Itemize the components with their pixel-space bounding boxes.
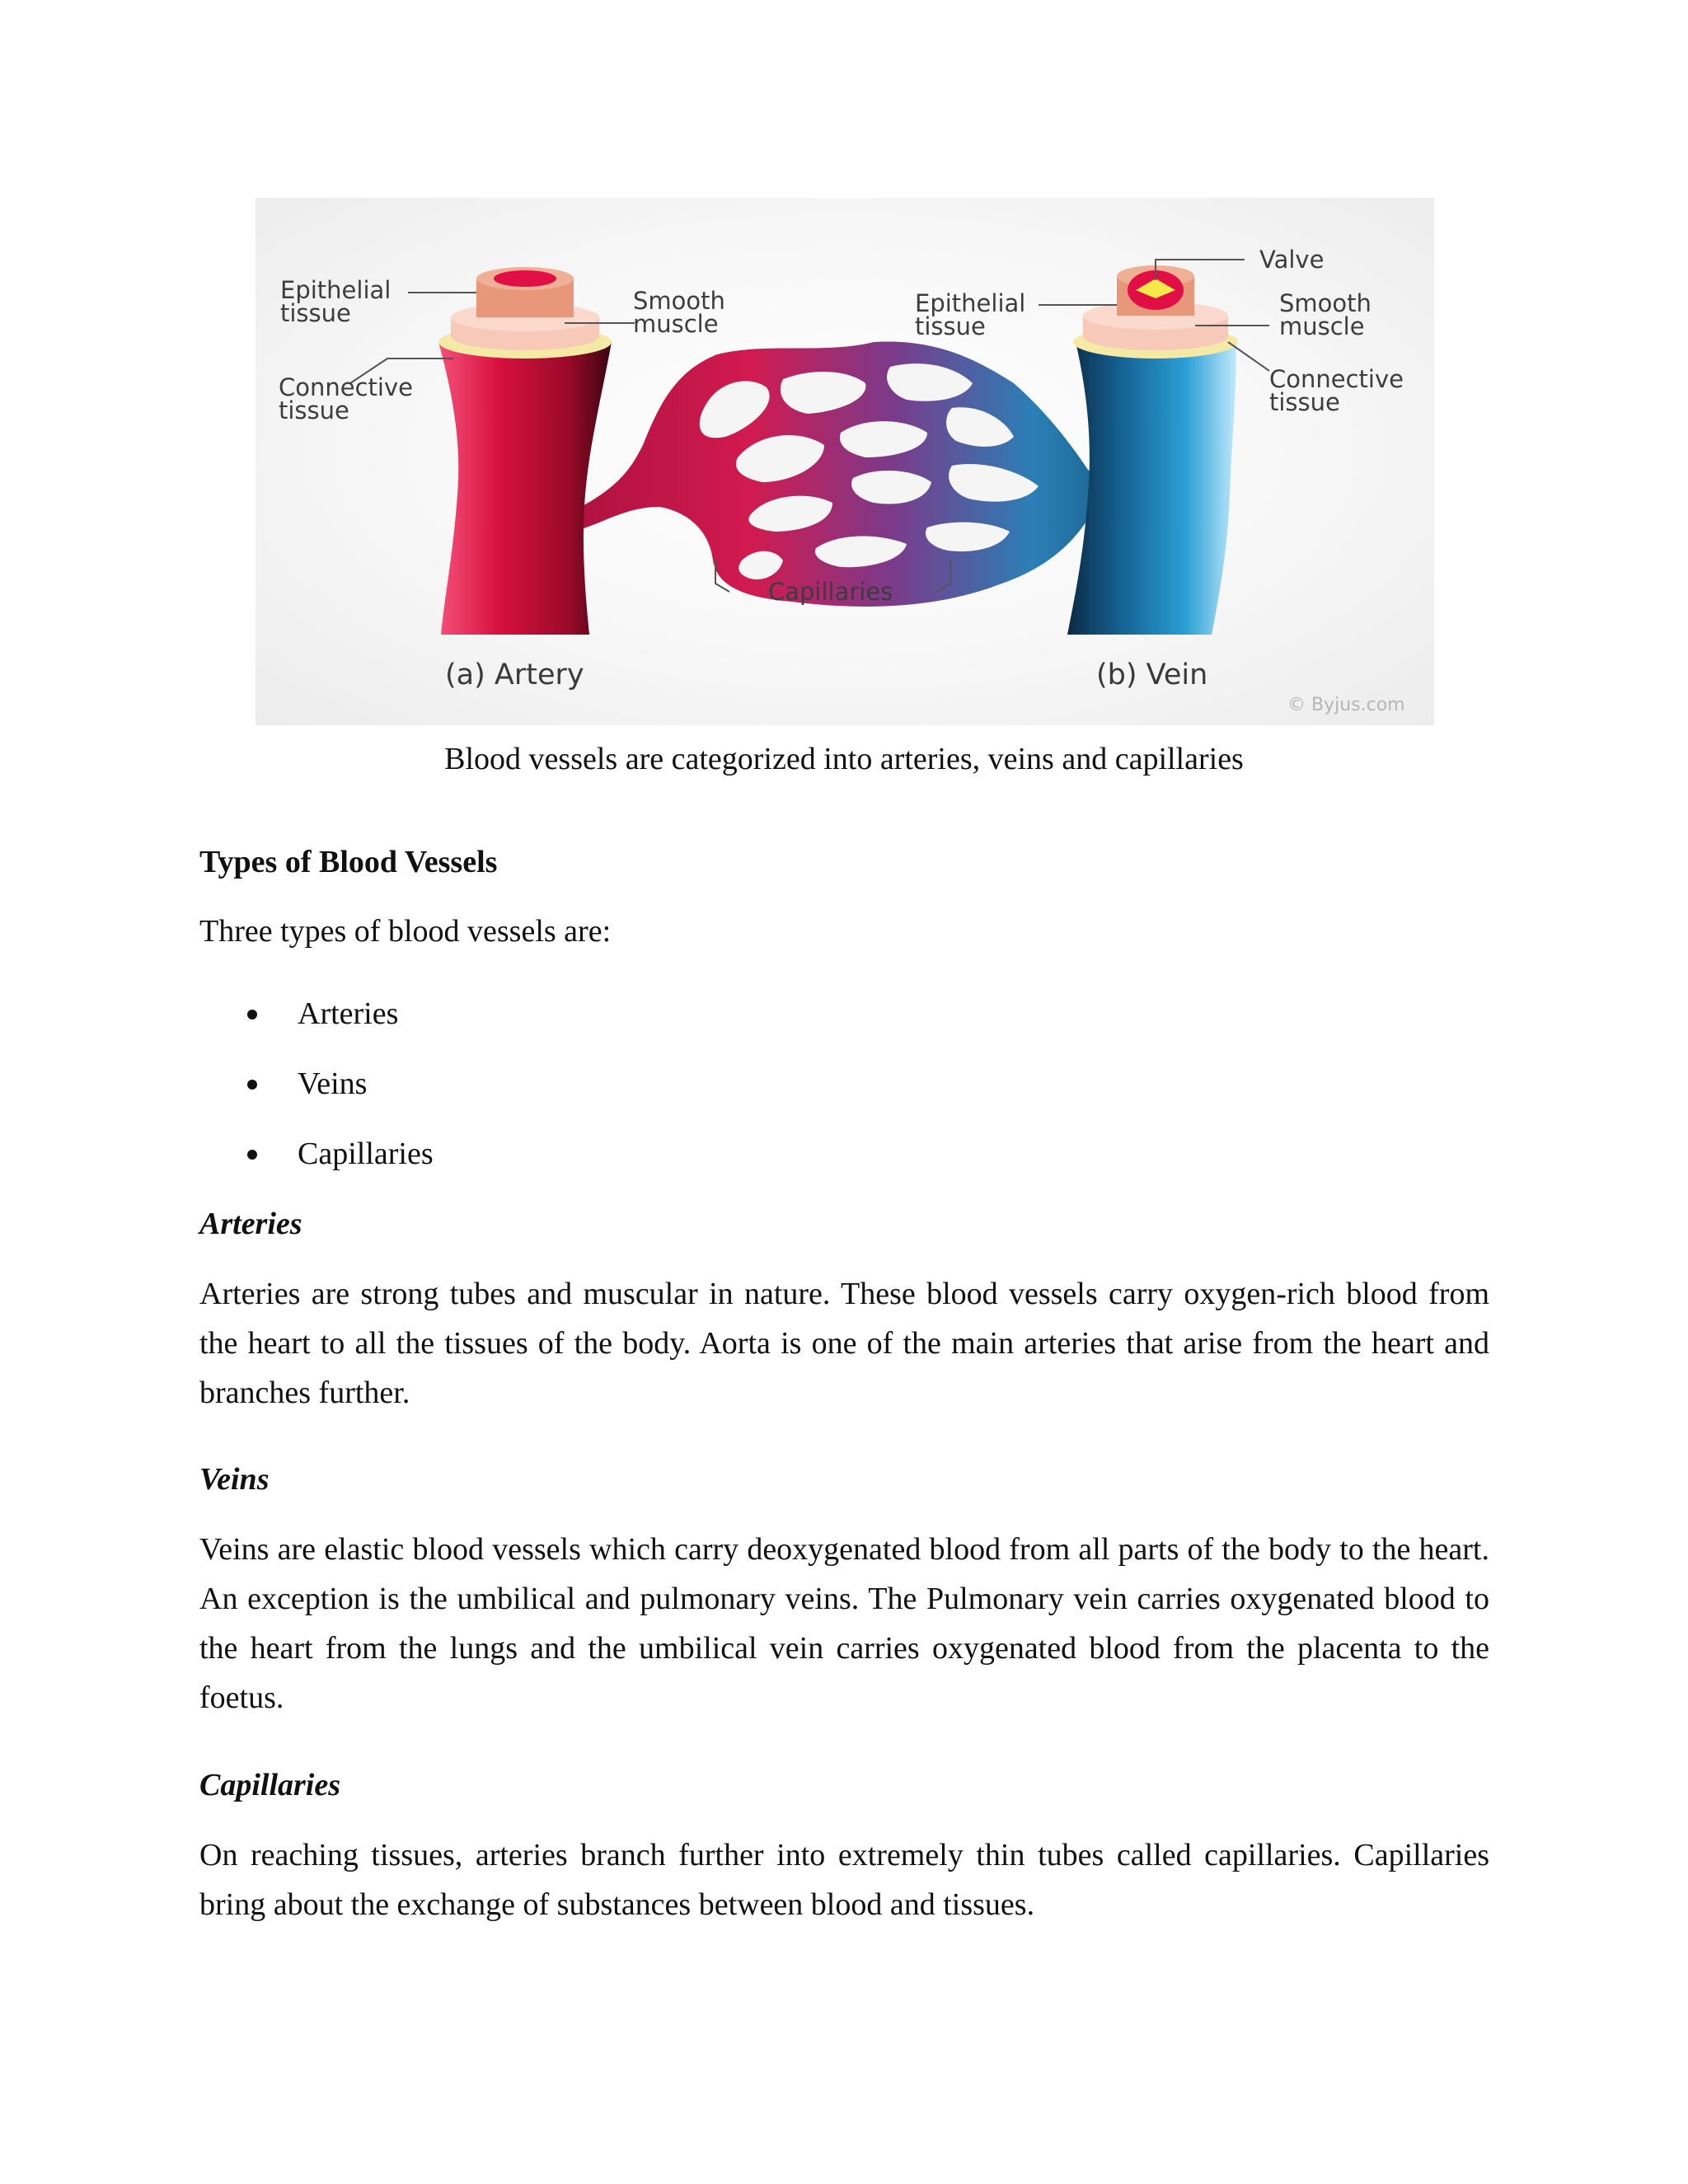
label-epithelial-left-1: Epithelial [280, 276, 392, 304]
veins-paragraph: Veins are elastic blood vessels which carry deoxygenated blood from all parts of the body to the heart. An exception is the umbilical and pulmonary veins. The Pulmonary vein carries oxygenated blood to the heart from the lungs and the umbilical vein carries oxygenated blood from the placenta to the foetus. [199, 1532, 1489, 1715]
label-epithelial-center-2: tissue [915, 312, 986, 340]
label-artery: (a) Artery [445, 658, 584, 691]
label-vein: (b) Vein [1096, 658, 1208, 691]
label-smooth-right-2: muscle [1279, 312, 1365, 340]
label-connective-left-2: tissue [279, 396, 349, 424]
figure-caption: Blood vessels are categorized into arteries, veins and capillaries [444, 742, 1244, 776]
label-epithelial-center-1: Epithelial [915, 289, 1026, 317]
types-intro: Three types of blood vessels are: [199, 914, 612, 949]
label-smooth-center-1: Smooth [633, 287, 725, 315]
artery-diagram [438, 267, 612, 635]
label-connective-right-1: Connective [1269, 365, 1404, 393]
capillary-network [581, 341, 1146, 607]
capillaries-heading: Capillaries [199, 1768, 341, 1802]
arteries-paragraph: Arteries are strong tubes and muscular in nature. These blood vessels carry oxygen-rich blood from the heart to all the tissues of the body. Aorta is one of the main arteries that arise from the heart and branches further. [199, 1277, 1489, 1410]
label-capillaries: Capillaries [768, 578, 893, 606]
label-smooth-center-2: muscle [633, 310, 719, 338]
copyright-text: © Byjus.com [1287, 695, 1405, 715]
label-epithelial-left-2: tissue [280, 299, 351, 327]
vein-diagram [1067, 265, 1238, 635]
label-connective-left-1: Connective [279, 373, 413, 401]
list-item-label: Arteries [298, 996, 399, 1031]
blood-vessels-figure [256, 198, 1434, 725]
bullet-icon [247, 1010, 257, 1019]
arteries-heading: Arteries [199, 1207, 302, 1241]
capillaries-paragraph: On reaching tissues, arteries branch further into extremely thin tubes called capillaries. Capillaries bring about the exchange of substances between blood and tissues. [199, 1838, 1489, 1922]
list-item-label: Veins [298, 1066, 368, 1101]
bullet-icon [247, 1150, 257, 1160]
blood-vessels-diagram [256, 198, 1434, 725]
label-connective-right-2: tissue [1269, 388, 1340, 416]
list-item-label: Capillaries [298, 1137, 434, 1171]
bullet-icon [247, 1080, 257, 1090]
veins-heading: Veins [199, 1462, 270, 1497]
label-smooth-right-1: Smooth [1279, 289, 1372, 317]
label-valve: Valve [1259, 246, 1325, 274]
types-heading: Types of Blood Vessels [199, 845, 498, 879]
